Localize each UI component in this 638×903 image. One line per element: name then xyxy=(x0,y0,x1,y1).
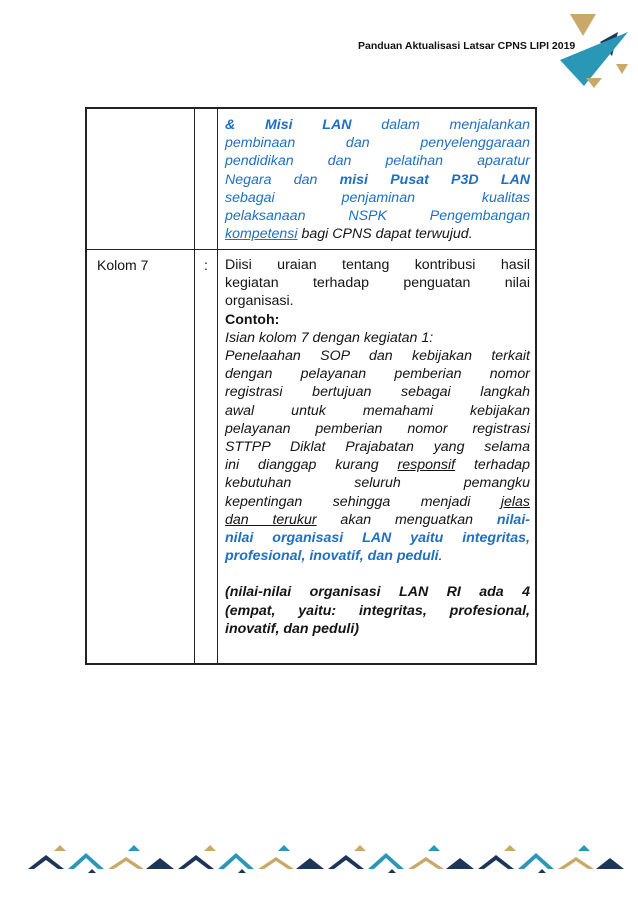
text-span: akan menguatkan xyxy=(316,511,497,528)
text-span: dalam menjalankan xyxy=(351,117,530,133)
table-cell-row1-text xyxy=(225,116,530,243)
triangle-logo-icon xyxy=(556,12,630,88)
colon-separator: : xyxy=(204,257,208,273)
contoh-heading: Contoh: xyxy=(225,311,280,328)
table-cell-row2-text xyxy=(225,256,530,638)
text-line: (nilai-nilai organisasi LAN RI ada 4 xyxy=(225,584,530,601)
text-line: registrasi bertujuan sebagai langkah xyxy=(225,384,530,401)
text-line: kebutuhan seluruh pemangku xyxy=(225,475,530,492)
text-span xyxy=(293,117,323,133)
text-span: dan terukur xyxy=(225,511,317,528)
document-table xyxy=(85,107,537,665)
text-span: responsif xyxy=(397,457,456,474)
text-line: kegiatan terhadap penguatan nilai xyxy=(225,275,530,292)
text-span: nilai- xyxy=(496,511,530,528)
table-row-divider xyxy=(87,249,535,250)
text-line: organisasi. xyxy=(225,293,294,310)
text-line: (empat, yaitu: integritas, profesional, xyxy=(225,602,530,619)
text-line: pembinaan dan penyelenggaraan xyxy=(225,135,530,152)
text-line: pendidikan dan pelatihan aparatur xyxy=(225,153,530,170)
kolom-label: Kolom 7 xyxy=(97,257,149,273)
table-divider-2 xyxy=(217,109,218,663)
text-line: awal untuk memahami kebijakan xyxy=(225,402,530,419)
text-line: pelayanan pemberian nomor registrasi xyxy=(225,420,530,437)
text-line: nilai organisasi LAN yaitu integritas, xyxy=(225,530,530,547)
text-span: ini dianggap kurang xyxy=(225,457,398,474)
text-span: profesional, inovatif, dan peduli xyxy=(225,548,439,565)
table-divider-1 xyxy=(194,109,195,663)
text-line: Isian kolom 7 dengan kegiatan 1: xyxy=(225,329,434,346)
text-span: & xyxy=(225,117,265,133)
text-line: inovatif, dan peduli) xyxy=(225,620,359,637)
text-span: Misi xyxy=(264,117,293,133)
text-span: LAN xyxy=(322,117,352,133)
text-span: misi Pusat P3D LAN xyxy=(339,171,530,188)
text-line: pelaksanaan NSPK Pengembangan xyxy=(225,208,530,225)
text-span: . xyxy=(438,548,443,565)
text-span: Negara dan xyxy=(225,171,340,188)
zigzag-pattern-icon xyxy=(28,845,628,875)
text-span: kepentingan sehingga menjadi xyxy=(225,493,501,510)
text-line: Diisi uraian tentang kontribusi hasil xyxy=(225,257,530,273)
text-span: terhadap xyxy=(455,457,530,474)
text-span: bagi CPNS dapat terwujud. xyxy=(297,226,473,243)
page-header-title: Panduan Aktualisasi Latsar CPNS LIPI 2019 xyxy=(358,40,576,52)
text-line: STTPP Diklat Prajabatan yang selama xyxy=(225,439,530,456)
text-line: dengan pelayanan pemberian nomor xyxy=(225,366,530,383)
text-line: Penelaahan SOP dan kebijakan terkait xyxy=(225,348,530,365)
text-span: jelas xyxy=(500,493,530,510)
text-span: kompetensi xyxy=(225,226,298,243)
text-line: sebagai penjaminan kualitas xyxy=(225,189,530,206)
